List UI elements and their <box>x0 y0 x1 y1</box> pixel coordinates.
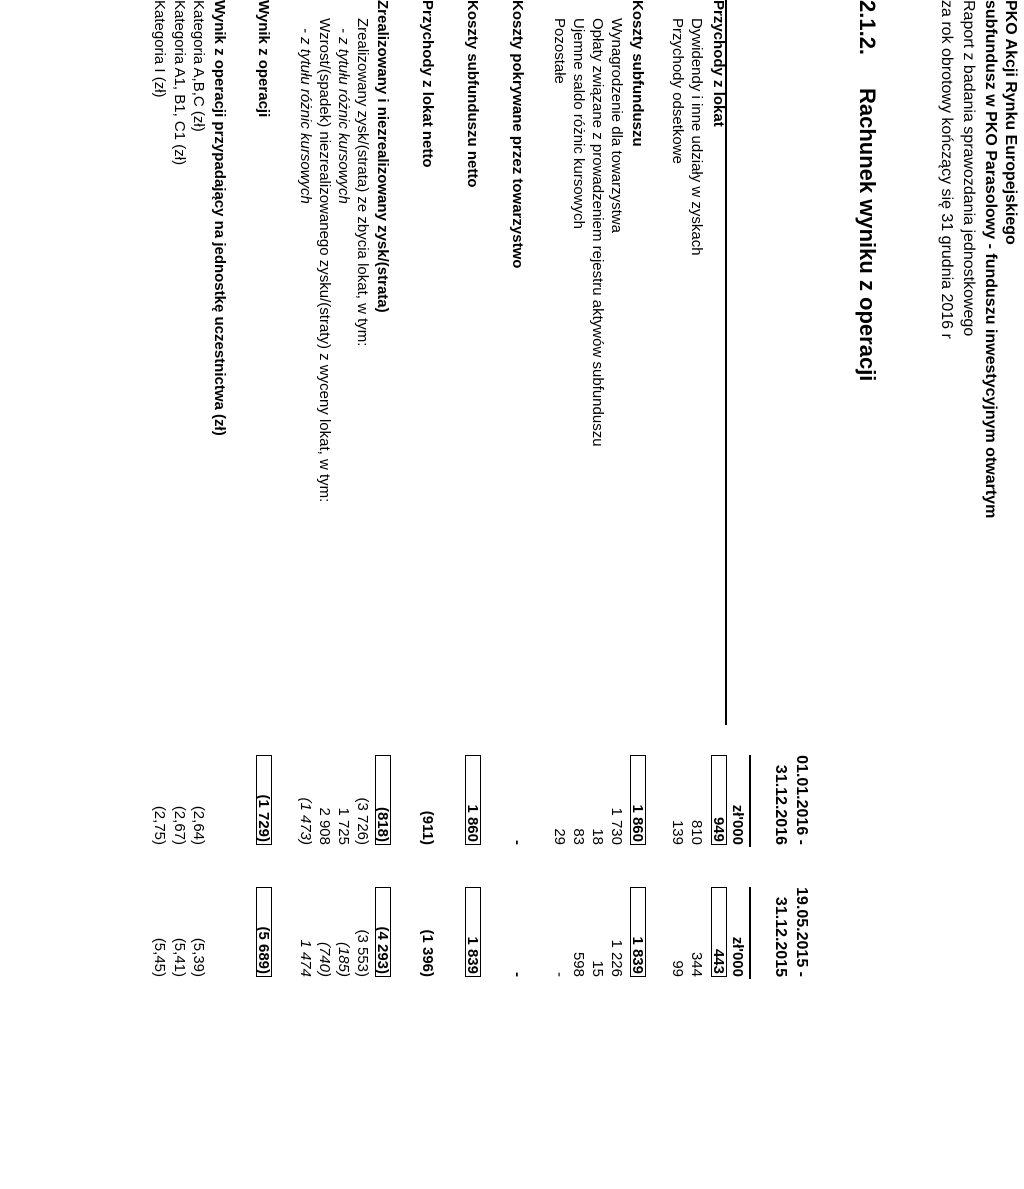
section-number: 2.1.2. <box>855 0 880 56</box>
col2-period-start: 19.05.2015 - <box>793 887 810 977</box>
row-label: Koszty subfunduszu netto <box>464 0 481 188</box>
row-value-2016: 1 725 <box>335 807 352 845</box>
row-value-2015: 1 474 <box>297 939 314 977</box>
table-row <box>589 0 606 1189</box>
row-value-2015: (5,39) <box>190 937 207 977</box>
section-title: Rachunek wyniku z operacji <box>855 88 880 382</box>
row-value-2016: (1 473) <box>297 797 314 845</box>
row-label: - z tytułu różnic kursowych <box>297 28 314 204</box>
table-row <box>629 0 646 1189</box>
row-label: Przychody odsetkowe <box>669 18 686 164</box>
row-value-2016: 18 <box>589 828 606 845</box>
row-value-2016: - <box>509 840 526 845</box>
row-value-2015: 1 839 <box>465 887 481 977</box>
col2-period-end: 31.12.2015 <box>772 896 789 977</box>
row-value-2016: 83 <box>570 828 587 845</box>
row-value-2015: (5 689) <box>256 887 272 977</box>
row-value-2015: 443 <box>711 887 727 977</box>
row-value-2015: 1 226 <box>608 939 625 977</box>
table-row <box>710 0 727 1189</box>
row-value-2015: - <box>551 972 568 977</box>
row-value-2015: (5,45) <box>151 937 168 977</box>
row-value-2015: - <box>509 972 526 977</box>
row-label: Ujemne saldo różnic kursowych <box>570 18 587 229</box>
table-row <box>551 0 568 1189</box>
row-label: Opłaty związane z prowadzeniem rejestru aktywów subfunduszu <box>589 18 606 447</box>
table-row <box>255 0 272 1189</box>
row-value-2015: (740) <box>316 941 333 977</box>
row-value-2016: (2,64) <box>190 805 207 845</box>
table-row <box>211 0 228 1189</box>
table-row <box>354 0 371 1189</box>
row-value-2016: 1 730 <box>608 807 625 845</box>
table-row <box>151 0 168 1189</box>
table-row <box>297 0 314 1189</box>
subfund-name: subfundusz w PKO Parasolowy - funduszu inwestycyjnym otwartym <box>982 0 999 519</box>
col1-period-end: 31.12.2016 <box>772 764 789 845</box>
report-period: za rok obrotowy kończący się 31 grudnia 2016 r <box>938 0 955 339</box>
row-value-2016: 1 860 <box>630 755 646 845</box>
row-value-2015: 99 <box>669 960 686 977</box>
row-label: Pozostałe <box>551 18 568 84</box>
col1-period-start: 01.01.2016 - <box>793 755 810 845</box>
row-value-2015: 344 <box>688 951 705 977</box>
row-label: Zrealizowany i niezrealizowany zysk/(strata) <box>374 0 391 313</box>
row-label: - z tytułu różnic kursowych <box>335 28 352 204</box>
row-value-2016: 29 <box>551 828 568 845</box>
row-value-2016: (2,67) <box>171 805 188 845</box>
row-label: Wzrost/(spadek) niezrealizowanego zysku/(straty) z wyceny lokat, w tym: <box>316 18 333 503</box>
row-value-2016: 810 <box>688 819 705 845</box>
row-label: Koszty pokrywane przez towarzystwo <box>509 0 526 269</box>
row-value-2016: 2 908 <box>316 807 333 845</box>
row-value-2015: 598 <box>570 951 587 977</box>
row-value-2015: (5,41) <box>171 937 188 977</box>
row-value-2016: 139 <box>669 819 686 845</box>
col2-unit: zł'000 <box>729 936 746 977</box>
row-value-2016: (3 726) <box>354 797 371 845</box>
row-label: Zrealizowany zysk/(strata) ze zbycia lokat, w tym: <box>354 18 371 347</box>
table-row <box>464 0 481 1189</box>
row-value-2015: 15 <box>589 960 606 977</box>
table-row <box>419 0 436 1189</box>
row-label: Przychody z lokat netto <box>419 0 436 168</box>
row-label: Wynik z operacji <box>255 0 272 118</box>
row-label: Wynik z operacji przypadający na jednostkę uczestnictwa (zł) <box>211 0 228 436</box>
row-value-2015: (1 396) <box>419 929 436 977</box>
table-row <box>570 0 587 1189</box>
row-value-2015: (4 293) <box>375 887 391 977</box>
row-label: Kategoria A1, B1, C1 (zł) <box>171 0 188 166</box>
report-name: Raport z badania sprawozdania jednostkowego <box>960 0 977 337</box>
row-label: Przychody z lokat <box>710 0 727 127</box>
row-label: Kategoria I (zł) <box>151 0 168 98</box>
row-value-2016: (818) <box>375 755 391 845</box>
row-label: Dywidendy i inne udziały w zyskach <box>688 18 705 256</box>
table-row <box>190 0 207 1189</box>
row-value-2015: (3 553) <box>354 929 371 977</box>
table-row <box>608 0 625 1189</box>
table-row <box>509 0 526 1189</box>
row-value-2015: (185) <box>335 941 352 977</box>
table-row <box>171 0 188 1189</box>
col1-unit: zł'000 <box>729 804 746 845</box>
row-label: Wynagrodzenie dla towarzystwa <box>608 18 625 233</box>
row-label: Koszty subfunduszu <box>629 0 646 147</box>
col2-unit-rule <box>749 887 751 979</box>
row-value-2015: 1 839 <box>630 887 646 977</box>
table-row <box>688 0 705 1189</box>
row-value-2016: 1 860 <box>465 755 481 845</box>
row-value-2016: (2,75) <box>151 805 168 845</box>
table-row <box>316 0 333 1189</box>
row-value-2016: (911) <box>419 810 436 845</box>
row-label: Kategoria A,B,C (zł) <box>190 0 207 132</box>
row-value-2016: (1 729) <box>256 755 272 845</box>
row-value-2016: 949 <box>711 755 727 845</box>
fund-name: PKO Akcji Rynku Europejskiego <box>1002 0 1019 245</box>
table-row <box>374 0 391 1189</box>
col1-unit-rule <box>749 755 751 847</box>
table-row <box>669 0 686 1189</box>
table-row <box>335 0 352 1189</box>
